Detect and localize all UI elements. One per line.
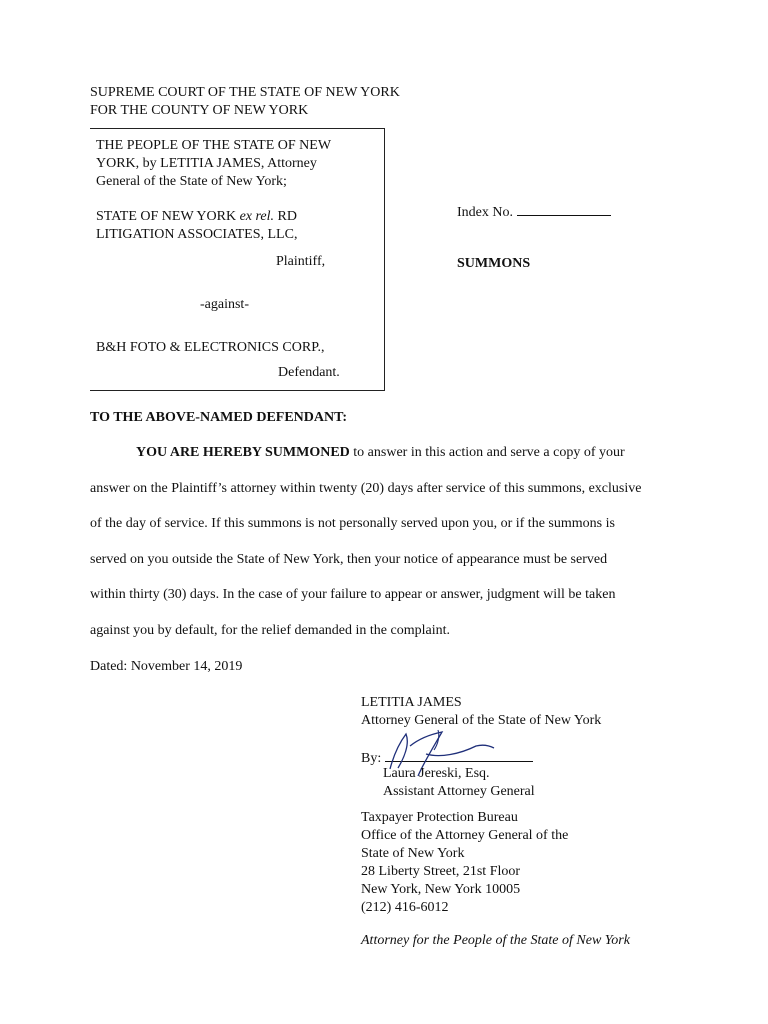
caption-state-suffix: RD xyxy=(274,209,297,224)
ag-title: Attorney General of the State of New York xyxy=(361,713,602,728)
caption-plaintiff-label: Plaintiff, xyxy=(276,254,326,269)
court-heading xyxy=(90,84,400,120)
caption-defendant-name: B&H FOTO & ELECTRONICS CORP., xyxy=(96,340,325,355)
caption-people-line-2: YORK, by LETITIA JAMES, Attorney xyxy=(96,156,317,171)
office-line-1: Office of the Attorney General of the xyxy=(361,828,569,843)
index-label: Index No. xyxy=(457,205,513,220)
signer-title: Assistant Attorney General xyxy=(383,784,535,799)
addressee-heading: TO THE ABOVE-NAMED DEFENDANT: xyxy=(90,410,348,425)
bureau-name: Taxpayer Protection Bureau xyxy=(361,810,518,825)
signature-stroke-1 xyxy=(390,734,407,769)
document-title: SUMMONS xyxy=(457,256,531,271)
caption-state-line-2: LITIGATION ASSOCIATES, LLC, xyxy=(96,227,298,242)
office-line-2: State of New York xyxy=(361,846,465,861)
caption-state-prefix: STATE OF NEW YORK xyxy=(96,209,240,224)
signer-name: Laura Jereski, Esq. xyxy=(383,766,490,781)
caption-against: -against- xyxy=(200,297,249,312)
body-line-1-rest: to answer in this action and serve a copy of your xyxy=(349,445,625,460)
index-number-blank xyxy=(517,201,611,216)
caption-people-line-3: General of the State of New York; xyxy=(96,174,287,189)
body-line-6: against you by default, for the relief demanded in the complaint. xyxy=(90,623,450,638)
summoned-lead: YOU ARE HEREBY SUMMONED xyxy=(136,445,350,460)
body-line-1 xyxy=(136,444,736,462)
body-line-5: within thirty (30) days. In the case of your failure to appear or answer, judgment will be taken xyxy=(90,587,616,602)
caption-people-line-1: THE PEOPLE OF THE STATE OF NEW xyxy=(96,138,332,153)
caption-defendant-label: Defendant. xyxy=(278,365,340,380)
body-line-2: answer on the Plaintiff’s attorney within twenty (20) days after service of this summons, exclusive xyxy=(90,481,642,496)
caption-state-line-1 xyxy=(96,208,297,226)
body-line-3: of the day of service. If this summons is not personally served upon you, or if the summons is xyxy=(90,516,615,531)
address-line-2: New York, New York 10005 xyxy=(361,882,521,897)
case-caption-box xyxy=(90,128,385,391)
court-line-2: FOR THE COUNTY OF NEW YORK xyxy=(90,103,309,118)
body-line-4: served on you outside the State of New York, then your notice of appearance must be served xyxy=(90,552,608,567)
dated-line: Dated: November 14, 2019 xyxy=(90,659,243,674)
attorney-for-line: Attorney for the People of the State of New York xyxy=(361,933,630,948)
court-line-1: SUPREME COURT OF THE STATE OF NEW YORK xyxy=(90,85,400,100)
address-line-1: 28 Liberty Street, 21st Floor xyxy=(361,864,521,879)
phone-number: (212) 416-6012 xyxy=(361,900,449,915)
by-label: By: xyxy=(361,751,382,766)
caption-ex-rel: ex rel. xyxy=(239,209,275,224)
ag-name: LETITIA JAMES xyxy=(361,695,462,710)
index-number xyxy=(457,201,611,222)
